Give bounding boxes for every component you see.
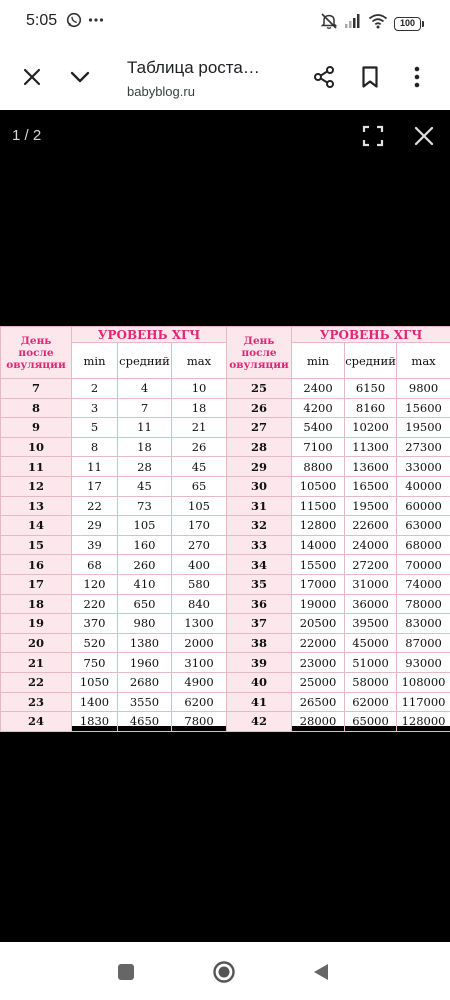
day-cell: 14 xyxy=(1,516,72,536)
min-cell: 8 xyxy=(72,437,118,457)
min-header: min xyxy=(292,343,345,379)
share-icon xyxy=(312,65,336,89)
max-cell: 840 xyxy=(172,594,227,614)
avg-cell: 650 xyxy=(118,594,172,614)
navigation-bar xyxy=(0,942,450,1000)
max-cell: 70000 xyxy=(397,555,450,575)
max-cell: 3100 xyxy=(172,653,227,673)
max-cell: 10 xyxy=(172,379,227,399)
min-cell: 68 xyxy=(72,555,118,575)
min-cell: 5400 xyxy=(292,418,345,438)
avg-cell: 24000 xyxy=(345,535,397,555)
min-cell: 370 xyxy=(72,614,118,634)
max-cell: 74000 xyxy=(397,574,450,594)
min-cell: 7100 xyxy=(292,437,345,457)
min-cell: 17000 xyxy=(292,574,345,594)
day-cell: 11 xyxy=(1,457,72,477)
avg-header: средний xyxy=(345,343,397,379)
min-cell: 39 xyxy=(72,535,118,555)
app-bar xyxy=(0,44,450,110)
table-row xyxy=(1,672,450,692)
min-cell: 22 xyxy=(72,496,118,516)
bookmark-icon xyxy=(359,65,381,89)
day-cell: 17 xyxy=(1,574,72,594)
max-cell: 108000 xyxy=(397,672,450,692)
day-cell: 28 xyxy=(227,437,292,457)
table-row xyxy=(1,594,450,614)
status-right-icons xyxy=(320,12,424,35)
more-vert-icon xyxy=(413,65,421,89)
max-cell: 170 xyxy=(172,516,227,536)
mute-icon xyxy=(320,12,338,35)
min-cell: 4200 xyxy=(292,398,345,418)
avg-cell: 11300 xyxy=(345,437,397,457)
day-cell: 41 xyxy=(227,692,292,712)
table-row xyxy=(1,692,450,712)
day-cell: 15 xyxy=(1,535,72,555)
table-row xyxy=(1,496,450,516)
day-cell: 30 xyxy=(227,476,292,496)
max-header: max xyxy=(172,343,227,379)
table-row xyxy=(1,535,450,555)
max-cell: 40000 xyxy=(397,476,450,496)
min-cell: 120 xyxy=(72,574,118,594)
max-cell: 83000 xyxy=(397,614,450,634)
table-row xyxy=(1,712,450,732)
avg-cell: 260 xyxy=(118,555,172,575)
signal-icon xyxy=(344,13,362,34)
min-cell: 10500 xyxy=(292,476,345,496)
max-cell: 1300 xyxy=(172,614,227,634)
min-cell: 3 xyxy=(72,398,118,418)
avg-cell: 51000 xyxy=(345,653,397,673)
day-cell: 9 xyxy=(1,418,72,438)
avg-cell: 45000 xyxy=(345,633,397,653)
day-cell: 36 xyxy=(227,594,292,614)
avg-cell: 45 xyxy=(118,476,172,496)
avg-cell: 2680 xyxy=(118,672,172,692)
avg-cell: 28 xyxy=(118,457,172,477)
max-cell: 270 xyxy=(172,535,227,555)
viewer-close-button[interactable] xyxy=(408,120,440,152)
min-cell: 2 xyxy=(72,379,118,399)
avg-cell: 980 xyxy=(118,614,172,634)
avg-cell: 19500 xyxy=(345,496,397,516)
min-cell: 23000 xyxy=(292,653,345,673)
avg-cell: 22600 xyxy=(345,516,397,536)
max-cell: 63000 xyxy=(397,516,450,536)
whatsapp-icon xyxy=(66,12,82,33)
day-cell: 21 xyxy=(1,653,72,673)
fullscreen-button[interactable] xyxy=(357,120,389,152)
day-cell: 10 xyxy=(1,437,72,457)
avg-cell: 39500 xyxy=(345,614,397,634)
max-cell: 117000 xyxy=(397,692,450,712)
avg-cell: 1380 xyxy=(118,633,172,653)
battery-icon xyxy=(394,17,424,31)
max-header: max xyxy=(397,343,450,379)
max-cell: 580 xyxy=(172,574,227,594)
avg-cell: 4 xyxy=(118,379,172,399)
day-cell: 31 xyxy=(227,496,292,516)
table-row xyxy=(1,457,450,477)
avg-cell: 10200 xyxy=(345,418,397,438)
avg-cell: 7 xyxy=(118,398,172,418)
avg-cell: 16500 xyxy=(345,476,397,496)
min-cell: 22000 xyxy=(292,633,345,653)
avg-header: средний xyxy=(118,343,172,379)
max-cell: 128000 xyxy=(397,712,450,732)
hcg-table-image[interactable] xyxy=(0,326,450,729)
min-cell: 19000 xyxy=(292,594,345,614)
max-cell: 2000 xyxy=(172,633,227,653)
day-cell: 20 xyxy=(1,633,72,653)
hcg-level-header: УРОВЕНЬ ХГЧ xyxy=(292,327,450,343)
max-cell: 68000 xyxy=(397,535,450,555)
avg-cell: 18 xyxy=(118,437,172,457)
recent-apps-button[interactable] xyxy=(113,959,139,985)
min-cell: 11500 xyxy=(292,496,345,516)
day-cell: 13 xyxy=(1,496,72,516)
day-cell: 35 xyxy=(227,574,292,594)
table-row xyxy=(1,574,450,594)
day-cell: 19 xyxy=(1,614,72,634)
day-cell: 18 xyxy=(1,594,72,614)
max-cell: 105 xyxy=(172,496,227,516)
share-button[interactable] xyxy=(304,57,344,97)
avg-cell: 410 xyxy=(118,574,172,594)
day-cell: 38 xyxy=(227,633,292,653)
home-icon xyxy=(212,960,236,984)
back-button[interactable] xyxy=(308,959,334,985)
max-cell: 9800 xyxy=(397,379,450,399)
min-cell: 520 xyxy=(72,633,118,653)
page-domain: babyblog.ru xyxy=(127,84,195,99)
day-cell: 33 xyxy=(227,535,292,555)
table-row xyxy=(1,555,450,575)
avg-cell: 58000 xyxy=(345,672,397,692)
avg-cell: 27200 xyxy=(345,555,397,575)
day-cell: 16 xyxy=(1,555,72,575)
avg-cell: 13600 xyxy=(345,457,397,477)
day-cell: 37 xyxy=(227,614,292,634)
max-cell: 93000 xyxy=(397,653,450,673)
min-cell: 17 xyxy=(72,476,118,496)
max-cell: 4900 xyxy=(172,672,227,692)
max-cell: 15600 xyxy=(397,398,450,418)
day-header: День после овуляции xyxy=(1,327,72,379)
max-cell: 6200 xyxy=(172,692,227,712)
day-header: День после овуляции xyxy=(227,327,292,379)
max-cell: 33000 xyxy=(397,457,450,477)
close-button[interactable] xyxy=(12,57,52,97)
hcg-level-header: УРОВЕНЬ ХГЧ xyxy=(72,327,227,343)
max-cell: 18 xyxy=(172,398,227,418)
avg-cell: 160 xyxy=(118,535,172,555)
max-cell: 87000 xyxy=(397,633,450,653)
close-icon xyxy=(21,66,43,88)
avg-cell: 4650 xyxy=(118,712,172,732)
avg-cell: 8160 xyxy=(345,398,397,418)
avg-cell: 6150 xyxy=(345,379,397,399)
avg-cell: 3550 xyxy=(118,692,172,712)
image-counter: 1 / 2 xyxy=(12,127,42,144)
image-viewer[interactable] xyxy=(0,110,450,942)
max-cell: 7800 xyxy=(172,712,227,732)
day-cell: 40 xyxy=(227,672,292,692)
table-row xyxy=(1,379,450,399)
table-row xyxy=(1,437,450,457)
back-icon xyxy=(311,962,331,982)
day-cell: 25 xyxy=(227,379,292,399)
max-cell: 65 xyxy=(172,476,227,496)
collapse-button[interactable] xyxy=(60,57,100,97)
battery-level: 100 xyxy=(394,17,421,31)
day-cell: 22 xyxy=(1,672,72,692)
table-row xyxy=(1,614,450,634)
min-cell: 1830 xyxy=(72,712,118,732)
min-cell: 5 xyxy=(72,418,118,438)
more-options-button[interactable] xyxy=(397,57,437,97)
table-row xyxy=(1,476,450,496)
fullscreen-icon xyxy=(362,125,384,147)
table-row xyxy=(1,633,450,653)
day-cell: 24 xyxy=(1,712,72,732)
close-icon xyxy=(414,126,434,146)
table-row xyxy=(1,653,450,673)
day-cell: 27 xyxy=(227,418,292,438)
min-header: min xyxy=(72,343,118,379)
min-cell: 15500 xyxy=(292,555,345,575)
day-cell: 32 xyxy=(227,516,292,536)
min-cell: 12800 xyxy=(292,516,345,536)
min-cell: 29 xyxy=(72,516,118,536)
day-cell: 42 xyxy=(227,712,292,732)
min-cell: 8800 xyxy=(292,457,345,477)
home-button[interactable] xyxy=(211,959,237,985)
day-cell: 23 xyxy=(1,692,72,712)
chevron-down-icon xyxy=(68,65,92,89)
status-time: 5:05 xyxy=(26,12,58,29)
avg-cell: 105 xyxy=(118,516,172,536)
avg-cell: 11 xyxy=(118,418,172,438)
avg-cell: 62000 xyxy=(345,692,397,712)
min-cell: 28000 xyxy=(292,712,345,732)
max-cell: 21 xyxy=(172,418,227,438)
wifi-icon xyxy=(368,13,388,34)
day-cell: 39 xyxy=(227,653,292,673)
max-cell: 45 xyxy=(172,457,227,477)
avg-cell: 31000 xyxy=(345,574,397,594)
hcg-table xyxy=(0,326,450,732)
min-cell: 11 xyxy=(72,457,118,477)
more-horiz-icon xyxy=(88,12,104,33)
min-cell: 1050 xyxy=(72,672,118,692)
bookmark-button[interactable] xyxy=(350,57,390,97)
min-cell: 14000 xyxy=(292,535,345,555)
day-cell: 29 xyxy=(227,457,292,477)
table-row xyxy=(1,418,450,438)
min-cell: 750 xyxy=(72,653,118,673)
avg-cell: 1960 xyxy=(118,653,172,673)
status-left-icons xyxy=(66,12,104,33)
min-cell: 220 xyxy=(72,594,118,614)
day-cell: 12 xyxy=(1,476,72,496)
min-cell: 25000 xyxy=(292,672,345,692)
max-cell: 19500 xyxy=(397,418,450,438)
min-cell: 20500 xyxy=(292,614,345,634)
max-cell: 78000 xyxy=(397,594,450,614)
avg-cell: 65000 xyxy=(345,712,397,732)
avg-cell: 73 xyxy=(118,496,172,516)
max-cell: 400 xyxy=(172,555,227,575)
recent-apps-icon xyxy=(117,963,135,981)
min-cell: 26500 xyxy=(292,692,345,712)
min-cell: 2400 xyxy=(292,379,345,399)
day-cell: 34 xyxy=(227,555,292,575)
table-row xyxy=(1,516,450,536)
min-cell: 1400 xyxy=(72,692,118,712)
max-cell: 26 xyxy=(172,437,227,457)
avg-cell: 36000 xyxy=(345,594,397,614)
day-cell: 7 xyxy=(1,379,72,399)
max-cell: 60000 xyxy=(397,496,450,516)
table-row xyxy=(1,398,450,418)
page-title: Таблица роста… xyxy=(127,58,260,77)
status-bar xyxy=(0,0,450,44)
max-cell: 27300 xyxy=(397,437,450,457)
day-cell: 26 xyxy=(227,398,292,418)
day-cell: 8 xyxy=(1,398,72,418)
